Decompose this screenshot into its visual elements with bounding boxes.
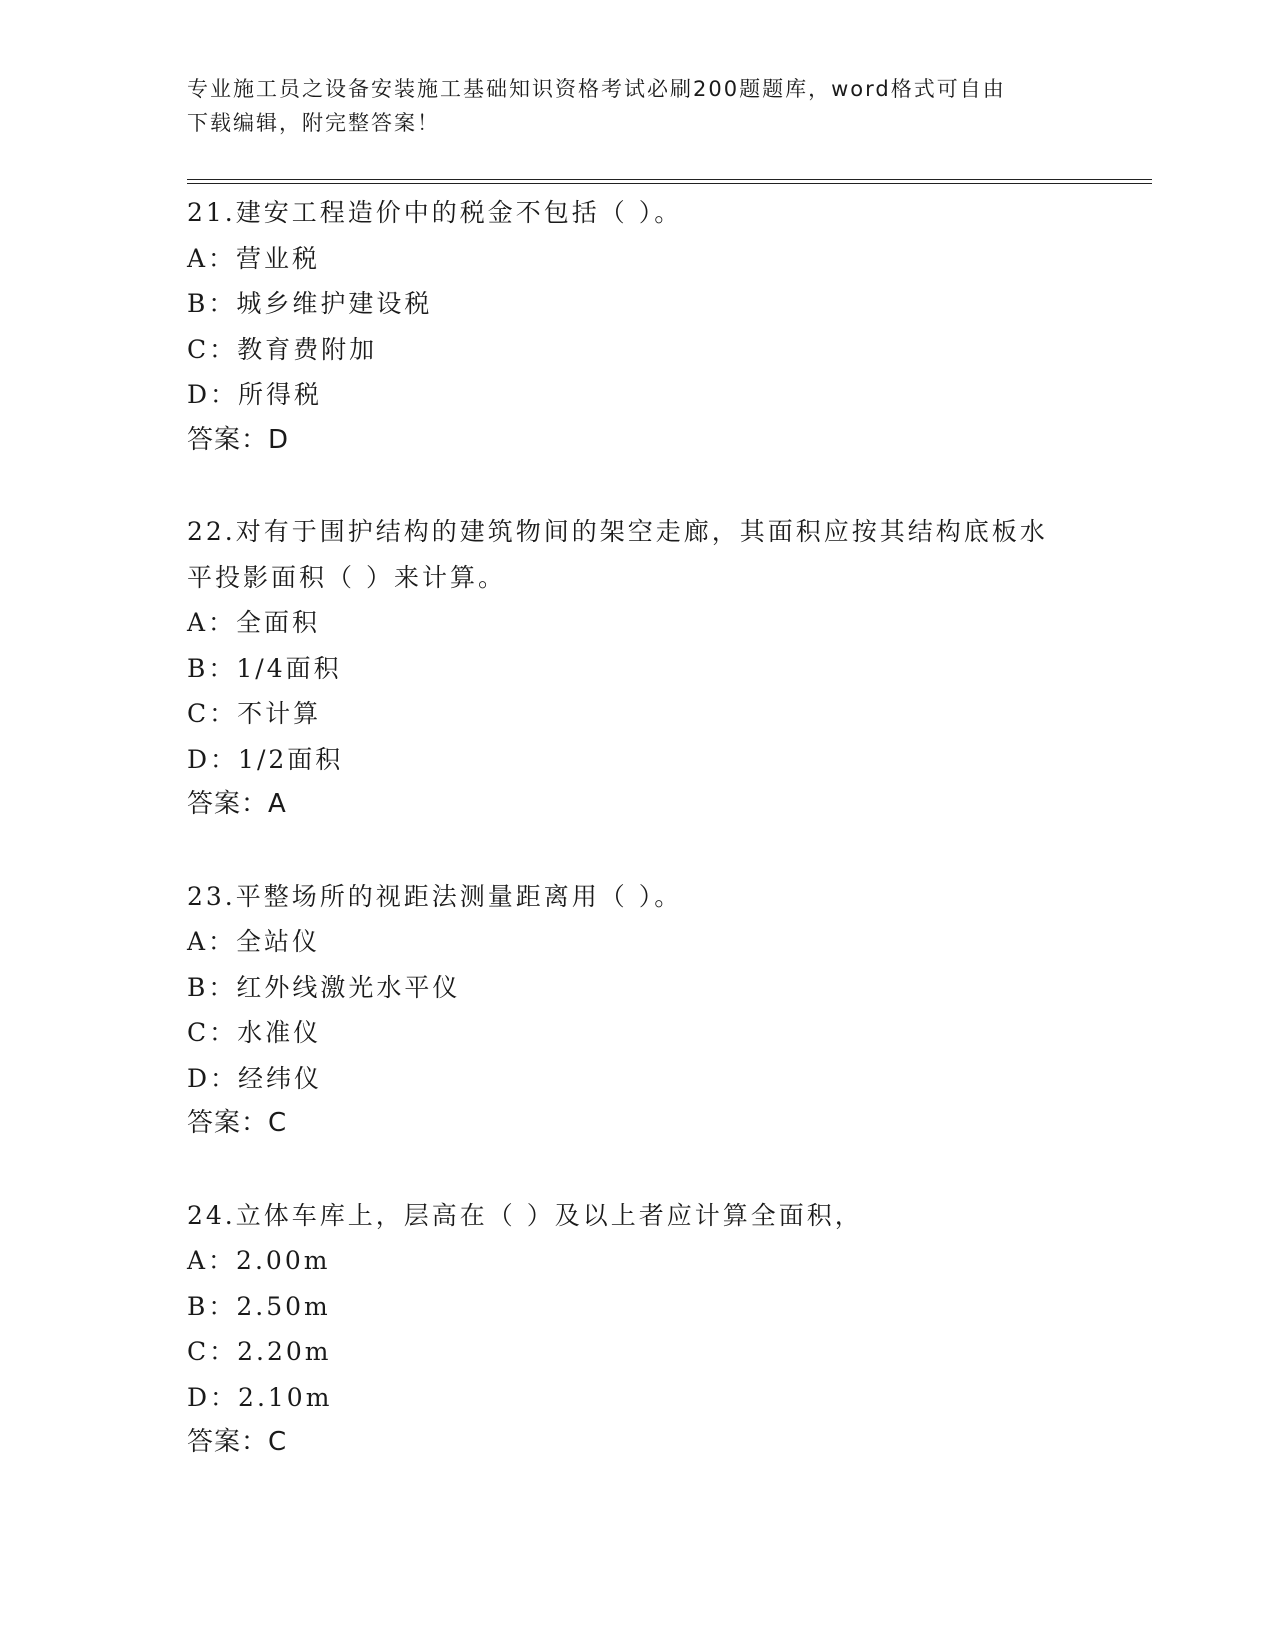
answer: 答案：C bbox=[187, 1108, 288, 1138]
option-d: D：1/2面积 bbox=[187, 744, 344, 774]
question-stem: 22.对有于围护结构的建筑物间的架空走廊，其面积应按其结构底板水 bbox=[187, 517, 1048, 546]
option-b: B：1/4面积 bbox=[187, 653, 342, 683]
answer: 答案：D bbox=[187, 424, 290, 455]
option-c: C：教育费附加 bbox=[187, 334, 378, 364]
question-list bbox=[187, 190, 1087, 1512]
option-a: A：2.00m bbox=[187, 1246, 331, 1275]
option-d: D：经纬仪 bbox=[187, 1063, 323, 1093]
question-23 bbox=[187, 874, 1087, 1147]
option-b: B：红外线激光水平仪 bbox=[187, 972, 461, 1002]
question-stem: 24.立体车库上，层高在（ ）及以上者应计算全面积， bbox=[187, 1200, 863, 1230]
question-24 bbox=[187, 1193, 1087, 1466]
answer: 答案：C bbox=[187, 1427, 288, 1457]
option-d: D：2.10m bbox=[187, 1382, 333, 1412]
option-c: C：水准仪 bbox=[187, 1018, 322, 1047]
option-a: A：营业税 bbox=[187, 243, 321, 273]
document-header bbox=[187, 72, 1057, 140]
option-c: C：不计算 bbox=[187, 699, 322, 728]
question-stem: 23.平整场所的视距法测量距离用（ ）。 bbox=[187, 881, 683, 911]
question-stem: 21.建安工程造价中的税金不包括（ ）。 bbox=[187, 198, 683, 227]
option-d: D：所得税 bbox=[187, 380, 323, 409]
header-divider bbox=[187, 179, 1152, 184]
header-title-line-2: 下载编辑，附完整答案！ bbox=[187, 111, 440, 135]
question-22 bbox=[187, 509, 1087, 828]
header-title-line-1: 专业施工员之设备安装施工基础知识资格考试必刷200题题库，word格式可自由 bbox=[187, 77, 1006, 101]
question-21 bbox=[187, 190, 1087, 463]
answer: 答案：A bbox=[187, 789, 287, 819]
option-b: B：2.50m bbox=[187, 1291, 331, 1321]
option-b: B：城乡维护建设税 bbox=[187, 289, 433, 318]
option-a: A：全站仪 bbox=[187, 927, 321, 956]
option-a: A：全面积 bbox=[187, 608, 321, 637]
question-stem-continued: 平投影面积（ ）来计算。 bbox=[187, 562, 506, 592]
option-c: C：2.20m bbox=[187, 1337, 332, 1366]
